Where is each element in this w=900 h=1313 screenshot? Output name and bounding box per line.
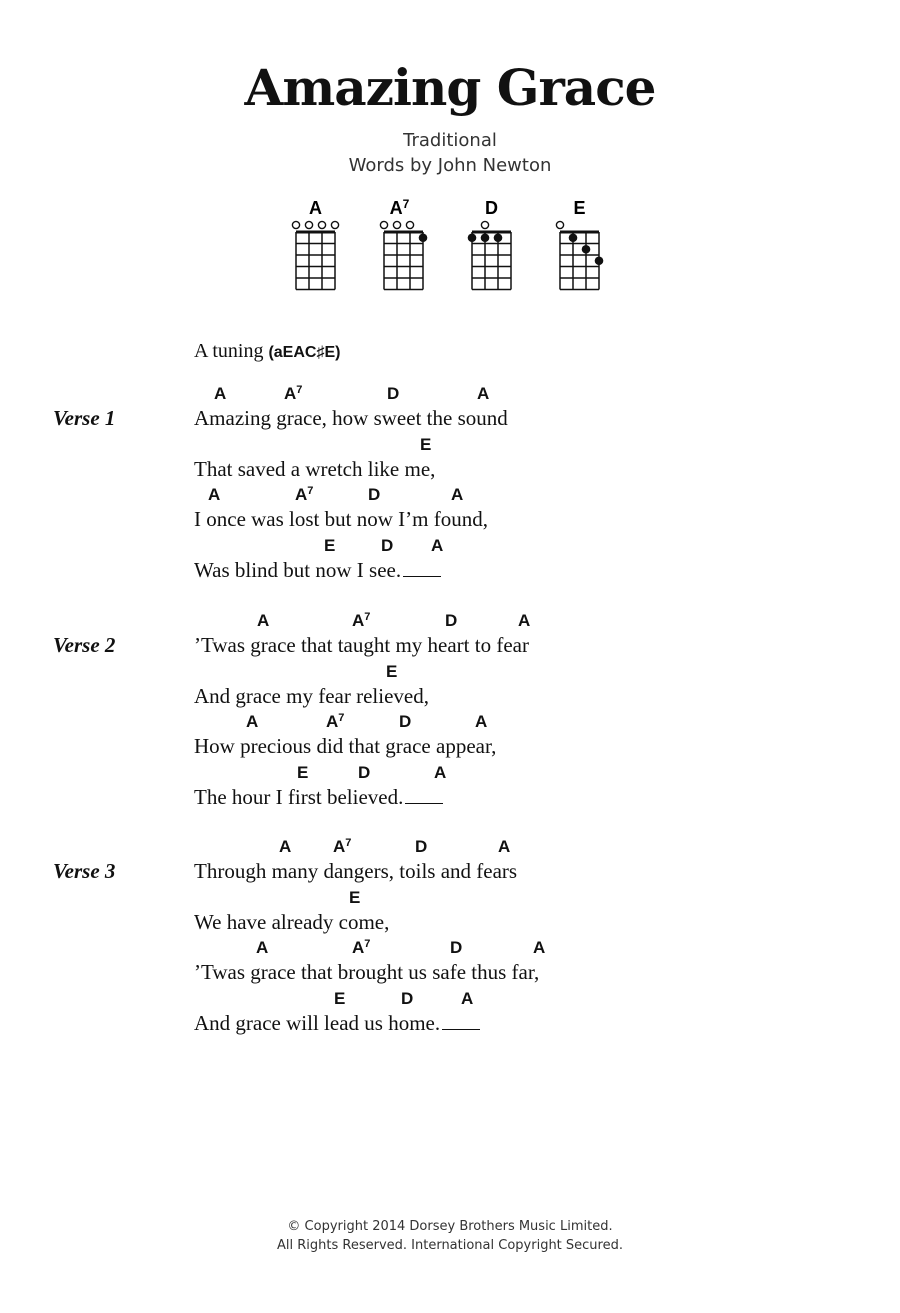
lyric-line <box>194 435 844 485</box>
chord-symbol <box>334 989 345 1009</box>
finger-dot <box>569 233 578 242</box>
chord-symbol <box>518 611 530 631</box>
chord-root: A <box>208 485 221 504</box>
chord-symbol <box>352 938 370 958</box>
chord-root: A <box>214 384 227 403</box>
lyricist-credit: Words by John Newton <box>348 155 552 176</box>
chord-symbol <box>381 536 393 556</box>
chord-root: A <box>533 938 546 957</box>
lyric-line <box>194 712 844 762</box>
chord-symbol <box>477 384 489 404</box>
lyric-line <box>194 837 844 887</box>
open-string-marker <box>305 221 312 228</box>
lyric-text <box>194 734 496 759</box>
lyric-line <box>194 989 844 1039</box>
chord-root: E <box>297 762 309 782</box>
chord-root: A <box>451 485 464 504</box>
lyric-words: ’Twas grace that taught my heart to fear <box>194 633 529 657</box>
chord-symbol <box>324 536 335 556</box>
chord-root: D <box>381 535 394 555</box>
chord-diagram-name-a: A <box>309 198 322 218</box>
chord-extension: 7 <box>364 611 371 623</box>
chord-symbol <box>420 435 431 455</box>
chord-symbol <box>358 763 370 783</box>
lyric-words: The hour I first believed. <box>194 784 404 809</box>
lyric-text <box>194 507 488 532</box>
chord-root: E <box>349 887 361 907</box>
chord-symbol <box>498 837 510 857</box>
chord-root: D <box>387 384 400 403</box>
chord-symbol <box>257 611 269 631</box>
chord-root: D <box>399 712 412 731</box>
lyric-text <box>194 558 441 583</box>
chord-diagram-name-e: E <box>573 198 586 218</box>
open-string-marker <box>406 221 413 228</box>
lyric-words: And grace will lead us home. <box>194 1010 441 1035</box>
chord-root: E <box>324 535 336 555</box>
chord-root: E <box>386 661 398 681</box>
open-string-marker <box>331 221 338 228</box>
lyric-line <box>194 938 844 988</box>
lyric-line <box>194 384 844 434</box>
chord-extension: 7 <box>307 485 314 497</box>
chord-root: A <box>461 988 474 1008</box>
finger-dot <box>481 233 490 242</box>
chord-symbol <box>297 763 308 783</box>
verse-label: Verse 1 <box>53 406 116 430</box>
chord-symbol <box>279 837 291 857</box>
lyric-words: We have already come, <box>194 909 390 934</box>
chord-root: A <box>431 535 444 555</box>
chord-root: A <box>326 712 339 731</box>
lyric-words: I once was lost but now I’m found, <box>194 507 488 531</box>
chord-symbol <box>349 888 360 908</box>
chord-symbol <box>352 611 370 631</box>
finger-dot <box>468 233 477 242</box>
open-string-marker <box>481 221 488 228</box>
tuning-info <box>194 340 340 363</box>
lyric-words: That saved a wretch like me, <box>194 456 436 481</box>
hold-line <box>403 562 441 577</box>
chord-root: E <box>420 434 432 454</box>
lyric-text <box>194 910 389 935</box>
open-string-marker <box>380 221 387 228</box>
lyric-line <box>194 485 844 535</box>
chord-symbol <box>295 485 313 505</box>
chord-symbol <box>333 837 351 857</box>
chord-symbol <box>284 384 302 404</box>
chord-symbol <box>368 485 380 505</box>
chord-root: A <box>434 762 447 782</box>
chord-symbol <box>399 712 411 732</box>
hold-line <box>442 1015 480 1030</box>
chord-root: A <box>246 712 259 731</box>
chord-root: A <box>257 611 270 630</box>
chord-symbol <box>386 662 397 682</box>
tuning-notes: (aEAC♯E) <box>268 344 341 361</box>
lyric-text <box>194 859 517 884</box>
chord-root: A <box>284 384 297 403</box>
lyric-text <box>194 457 435 482</box>
chord-root: A <box>256 938 269 957</box>
chord-symbol <box>208 485 220 505</box>
chord-symbol <box>461 989 473 1009</box>
open-string-marker <box>318 221 325 228</box>
finger-dot <box>595 256 604 265</box>
chord-root: A <box>477 384 490 403</box>
chord-root: A <box>518 611 531 630</box>
chord-symbol <box>415 837 427 857</box>
lyric-text <box>194 960 539 985</box>
chord-root: A <box>352 611 365 630</box>
lyric-line <box>194 763 844 813</box>
chord-symbol <box>256 938 268 958</box>
composer-credit: Traditional <box>403 130 497 151</box>
chord-extension: 7 <box>345 837 352 849</box>
chord-symbol <box>475 712 487 732</box>
chord-symbol <box>326 712 344 732</box>
chord-root: A <box>352 938 365 957</box>
lyric-words: Was blind but now I see. <box>194 557 402 582</box>
finger-dot <box>582 245 591 254</box>
chord-symbol <box>401 989 413 1009</box>
rights-line: All Rights Reserved. International Copyright Secured. <box>277 1238 623 1253</box>
open-string-marker <box>393 221 400 228</box>
chord-root: A <box>475 712 488 731</box>
lyric-line <box>194 662 844 712</box>
chord-symbol <box>214 384 226 404</box>
lyric-words: ’Twas grace that brought us safe thus far, <box>194 960 540 984</box>
chord-root: D <box>445 611 458 630</box>
finger-dot <box>494 233 503 242</box>
chord-root: D <box>450 938 463 957</box>
chord-symbol <box>533 938 545 958</box>
chord-root: D <box>358 762 371 782</box>
chord-extension: 7 <box>338 712 345 724</box>
chord-diagrams <box>0 194 900 304</box>
chord-root: A <box>279 837 292 856</box>
hold-line <box>405 789 443 804</box>
chord-symbol <box>387 384 399 404</box>
lyric-text <box>194 406 508 431</box>
open-string-marker <box>556 221 563 228</box>
lyric-text <box>194 785 443 810</box>
verse-label: Verse 3 <box>53 859 116 883</box>
chord-diagram-name-a7: $A^7$ <box>389 197 410 218</box>
chord-symbol <box>431 536 443 556</box>
chord-root: D <box>401 988 414 1008</box>
song-title: Amazing Grace <box>244 58 656 117</box>
chord-extension: 7 <box>296 384 303 396</box>
chord-symbol <box>434 763 446 783</box>
copyright-line: © Copyright 2014 Dorsey Brothers Music Limited. <box>287 1219 613 1234</box>
lyric-words: And grace my fear relieved, <box>194 683 429 708</box>
tuning-label: A tuning <box>194 340 264 362</box>
lyric-words: How precious did that grace appear, <box>194 734 497 758</box>
chord-root: A <box>498 837 511 856</box>
chord-root: A <box>333 837 346 856</box>
chord-root: D <box>368 485 381 504</box>
lyric-line <box>194 536 844 586</box>
lyric-words: Through many dangers, toils and fears <box>194 859 518 883</box>
verse-label: Verse 2 <box>53 633 116 657</box>
chord-root: A <box>295 485 308 504</box>
chord-root: D <box>415 837 428 856</box>
chord-symbol <box>445 611 457 631</box>
lyric-words: Amazing grace, how sweet the sound <box>194 406 508 430</box>
chord-symbol <box>451 485 463 505</box>
lyric-text <box>194 684 429 709</box>
lyric-line <box>194 611 844 661</box>
chord-symbol <box>450 938 462 958</box>
chord-diagram-name-d: D <box>485 198 498 218</box>
lyric-line <box>194 888 844 938</box>
finger-dot <box>419 233 428 242</box>
open-string-marker <box>292 221 299 228</box>
lyric-text <box>194 633 529 658</box>
lyric-text <box>194 1011 480 1036</box>
chord-symbol <box>246 712 258 732</box>
chord-extension: 7 <box>364 938 371 950</box>
chord-root: E <box>334 988 346 1008</box>
